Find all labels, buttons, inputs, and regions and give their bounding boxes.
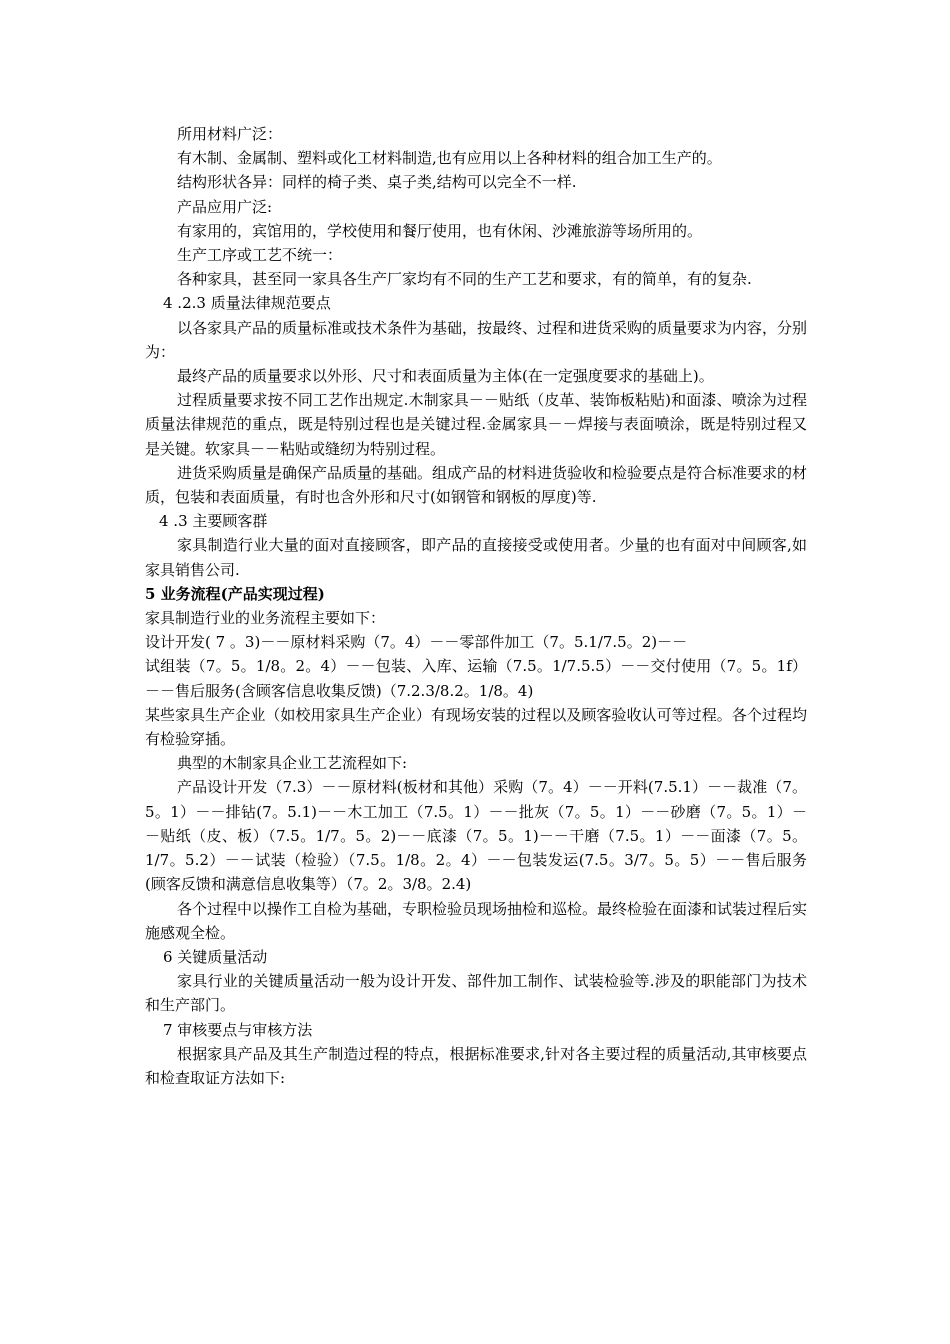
paragraph: 以各家具产品的质量标准或技术条件为基础，按最终、过程和进货采购的质量要求为内容，分别为： [145,318,808,361]
paragraph: 各种家具，甚至同一家具各生产厂家均有不同的生产工艺和要求，有的简单，有的复杂. [177,270,752,289]
paragraph: 有木制、金属制、塑料或化工材料制造,也有应用以上各种材料的组合加工生产的。 [177,149,722,168]
paragraph: 家具制造行业大量的面对直接顾客，即产品的直接接受或使用者。少量的也有面对中间顾客,如家具销售公司. [145,536,807,579]
section-heading: 4 .3 主要顾客群 [159,512,268,531]
paragraph: 根据家具产品及其生产制造过程的特点，根据标准要求,针对各主要过程的质量活动,其审核要点和检查取证方法如下: [145,1044,807,1087]
paragraph: 试组装（7。5。1/8。2。4）－－包装、入库、运输（7.5。1/7.5.5）－－交付使用（7。5。1f）－－售后服务(含顾客信息收集反馈)（7.2.3/8.2。1/8。4) [145,657,807,700]
paragraph: 结构形状各异：同样的椅子类、桌子类,结构可以完全不一样. [177,173,577,192]
paragraph: 各个过程中以操作工自检为基础，专职检验员现场抽检和巡检。最终检验在面漆和试装过程后实施感观全检。 [145,899,808,942]
section-heading: 7 审核要点与审核方法 [163,1020,313,1039]
paragraph: 过程质量要求按不同工艺作出规定.木制家具－－贴纸（皮革、装饰板粘贴)和面漆、喷涂为过程质量法律规范的重点，既是特别过程也是关键过程.金属家具－－焊接与表面喷涂，既是特别过程又是关键。软家具－－粘贴或缝纫为特别过程。 [145,391,807,458]
paragraph: 产品设计开发（7.3）－－原材料(板材和其他）采购（7。4）－－开料(7.5.1）－－裁准（7。5。1）－－排钻(7。5.1)－－木工加工（7.5。1）－－批灰（7。5。1）－－砂磨（7。5。1）－－贴纸（皮、板）（7.5。1/7。5。2)－－底漆（7。5。1)－－干磨（7.5。1）－－面漆（7。5。1/7。5.2）－－试装（检验）（7.5。1/8。2。4）－－包装发运(7.5。3/7。5。5）－－售后服务(顾客反馈和满意信息收集等）（7。2。3/8。2.4) [145,778,807,894]
document-body [145,122,807,1090]
paragraph: 设计开发( 7 。3)－－原材料采购（7。4）－－零部件加工（7。5.1/7.5。2)－－ [145,633,688,652]
chapter-heading: 5 业务流程(产品实现过程) [145,584,325,603]
paragraph: 家具制造行业的业务流程主要如下： [145,609,386,628]
section-heading: 6 关键质量活动 [163,947,268,966]
paragraph: 典型的木制家具企业工艺流程如下: [177,754,408,773]
section-heading: 4 .2.3 质量法律规范要点 [163,294,331,313]
paragraph: 生产工序或工艺不统一： [177,246,343,265]
paragraph: 所用材料广泛： [177,125,283,143]
paragraph: 某些家具生产企业（如校用家具生产企业）有现场安装的过程以及顾客验收认可等过程。各个过程均有检验穿插。 [145,705,807,749]
paragraph: 进货采购质量是确保产品质量的基础。组成产品的材料进货验收和检验要点是符合标准要求的材质，包装和表面质量，有时也含外形和尺寸(如钢管和钢板的厚度)等. [145,463,808,507]
paragraph: 有家用的，宾馆用的，学校使用和餐厅使用，也有休闲、沙滩旅游等场所用的。 [177,221,703,240]
paragraph: 产品应用广泛: [177,197,273,216]
paragraph: 家具行业的关键质量活动一般为设计开发、部件加工制作、试装检验等.涉及的职能部门为技术和生产部门。 [145,972,807,1015]
paragraph: 最终产品的质量要求以外形、尺寸和表面质量为主体(在一定强度要求的基础上)。 [177,367,714,386]
